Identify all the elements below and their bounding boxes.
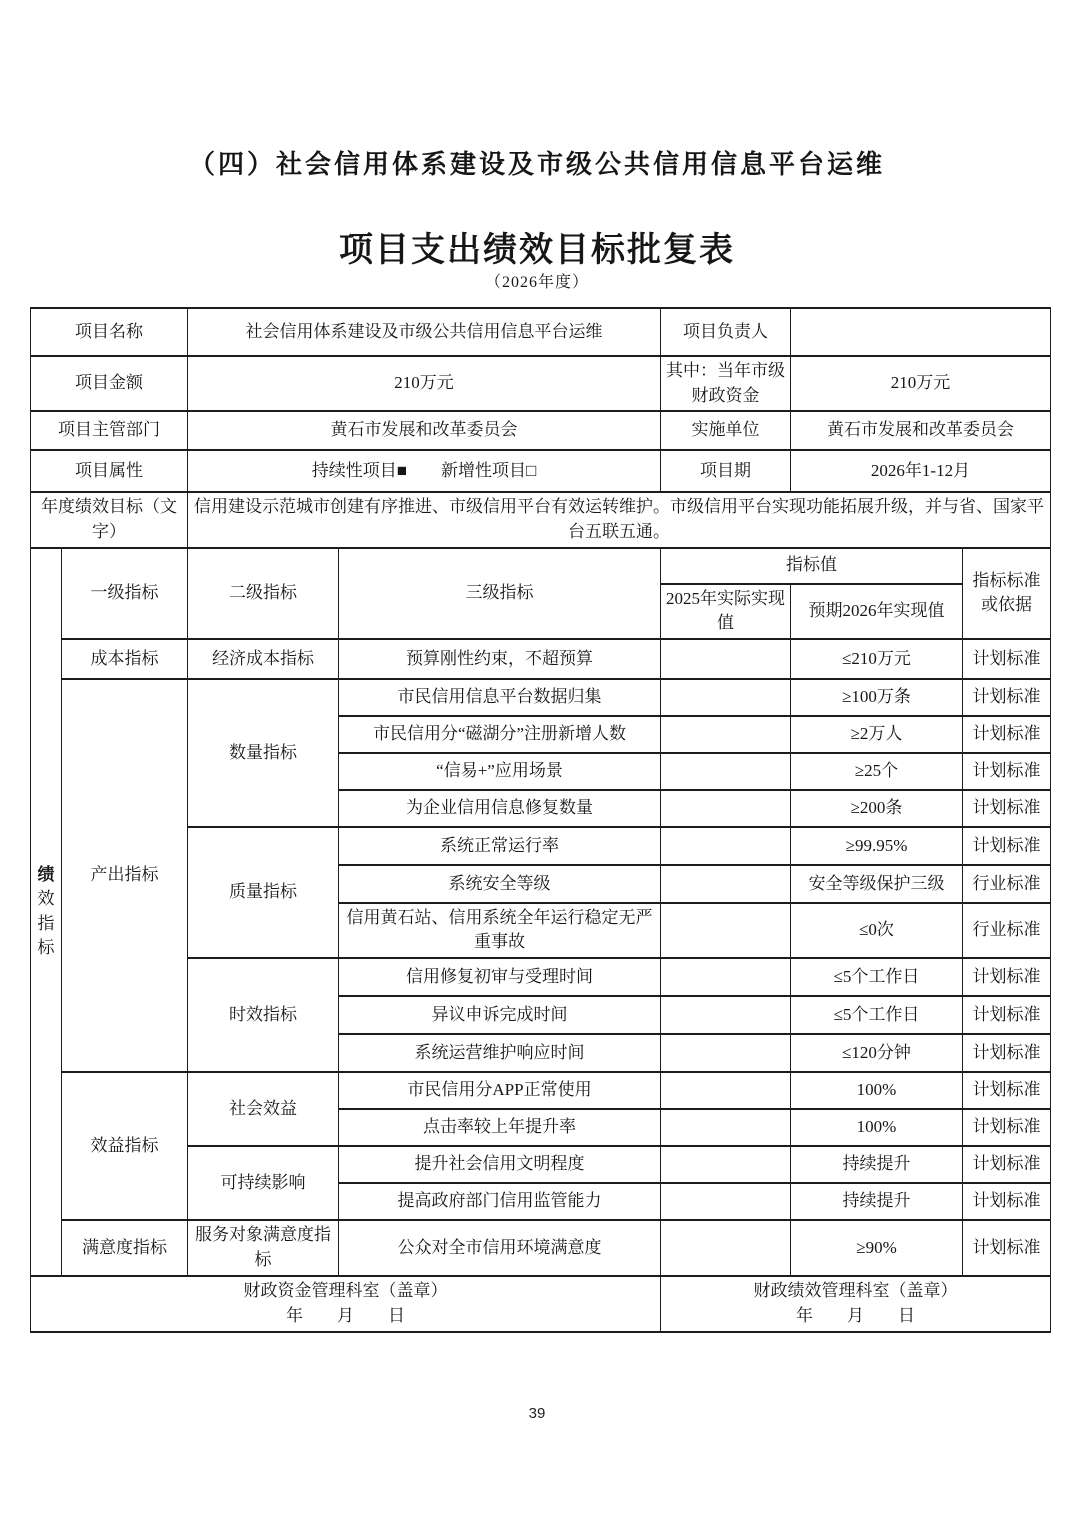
standard: 计划标准 (963, 827, 1051, 865)
section-heading: （四）社会信用体系建设及市级公共信用信息平台运维 (188, 150, 885, 179)
value-2026: ≥90% (791, 1220, 963, 1276)
value-2025 (661, 903, 791, 958)
value-2025 (661, 716, 791, 753)
indicator-name: 点击率较上年提升率 (339, 1109, 661, 1146)
header-level1: 一级指标 (62, 548, 188, 639)
project-leader-label: 项目负责人 (661, 308, 791, 356)
value-2026: 100% (791, 1072, 963, 1109)
value-2025 (661, 996, 791, 1034)
page-subtitle: （2026年度） (484, 274, 589, 291)
performance-target-table (30, 307, 1051, 1333)
header-indicator-value-group: 指标值 (661, 548, 963, 584)
table-row (31, 679, 1051, 716)
table-row (31, 1072, 1051, 1109)
standard: 计划标准 (963, 1034, 1051, 1072)
value-2026: ≤120分钟 (791, 1034, 963, 1072)
project-attribute-label: 项目属性 (31, 450, 188, 492)
side-label-performance-indicators (31, 548, 62, 1277)
stamp-cell-fund-management (31, 1276, 661, 1332)
level1-satisfaction: 满意度指标 (62, 1220, 188, 1276)
stamp-title-right: 财政绩效管理科室（盖章） (753, 1281, 958, 1301)
indicator-name: 市民信用分APP正常使用 (339, 1072, 661, 1109)
annual-goal-label: 年度绩效目标（文字） (31, 492, 188, 547)
standard: 计划标准 (963, 958, 1051, 996)
value-2026: ≤5个工作日 (791, 958, 963, 996)
value-2026: ≥25个 (791, 753, 963, 790)
header-level2: 二级指标 (188, 548, 339, 639)
header-level3: 三级指标 (339, 548, 661, 639)
standard: 计划标准 (963, 679, 1051, 716)
side-label-first-char: 绩 (37, 864, 55, 884)
header-2025-actual: 2025年实际实现值 (661, 584, 791, 639)
city-funds-value: 210万元 (791, 356, 1051, 411)
value-2026: 100% (791, 1109, 963, 1146)
project-attribute-value: 持续性项目■ 新增性项目□ (188, 450, 661, 492)
indicator-name: 预算刚性约束，不超预算 (339, 639, 661, 679)
value-2025 (661, 958, 791, 996)
indicator-name: 信用修复初审与受理时间 (339, 958, 661, 996)
stamp-date-left: 年 月 日 (286, 1306, 405, 1326)
value-2026: ≤0次 (791, 903, 963, 958)
city-funds-label: 其中：当年市级财政资金 (661, 356, 791, 411)
value-2025 (661, 679, 791, 716)
table-row (31, 1220, 1051, 1276)
value-2026: ≥2万人 (791, 716, 963, 753)
value-2026: 持续提升 (791, 1146, 963, 1183)
value-2025 (661, 865, 791, 903)
page-title: 项目支出绩效目标批复表 (339, 232, 735, 269)
standard: 行业标准 (963, 865, 1051, 903)
implement-unit-label: 实施单位 (661, 411, 791, 450)
value-2025 (661, 1220, 791, 1276)
indicator-name: “信易+”应用场景 (339, 753, 661, 790)
annual-goal-text: 信用建设示范城市创建有序推进、市级信用平台有效运转维护。市级信用平台实现功能拓展升级，并与省、国家平台五联五通。 (188, 492, 1051, 547)
level2-service-satisfaction: 服务对象满意度指标 (188, 1220, 339, 1276)
level2-economic-cost: 经济成本指标 (188, 639, 339, 679)
project-amount-label: 项目金额 (31, 356, 188, 411)
indicator-name: 异议申诉完成时间 (339, 996, 661, 1034)
standard: 计划标准 (963, 1183, 1051, 1220)
value-2025 (661, 753, 791, 790)
table-row (31, 1276, 1051, 1332)
value-2025 (661, 1146, 791, 1183)
value-2025 (661, 1072, 791, 1109)
level2-quantity: 数量指标 (188, 679, 339, 827)
competent-dept-value: 黄石市发展和改革委员会 (188, 411, 661, 450)
standard: 计划标准 (963, 996, 1051, 1034)
value-2025 (661, 827, 791, 865)
table-row (31, 492, 1051, 547)
implement-unit-value: 黄石市发展和改革委员会 (791, 411, 1051, 450)
indicator-name: 市民信用分“磁湖分”注册新增人数 (339, 716, 661, 753)
header-2026-expected: 预期2026年实现值 (791, 584, 963, 639)
stamp-cell-performance-management (661, 1276, 1051, 1332)
indicator-name: 信用黄石站、信用系统全年运行稳定无严重事故 (339, 903, 661, 958)
level1-cost: 成本指标 (62, 639, 188, 679)
project-name-value: 社会信用体系建设及市级公共信用信息平台运维 (188, 308, 661, 356)
project-period-label: 项目期 (661, 450, 791, 492)
standard: 行业标准 (963, 903, 1051, 958)
project-name-label: 项目名称 (31, 308, 188, 356)
indicator-name: 系统正常运行率 (339, 827, 661, 865)
table-row (31, 639, 1051, 679)
value-2025 (661, 790, 791, 827)
level2-social-benefit: 社会效益 (188, 1072, 339, 1146)
indicator-name: 市民信用信息平台数据归集 (339, 679, 661, 716)
indicator-name: 为企业信用信息修复数量 (339, 790, 661, 827)
project-leader-value (791, 308, 1051, 356)
standard: 计划标准 (963, 753, 1051, 790)
value-2026: ≤210万元 (791, 639, 963, 679)
value-2026: ≥100万条 (791, 679, 963, 716)
indicator-name: 系统安全等级 (339, 865, 661, 903)
competent-dept-label: 项目主管部门 (31, 411, 188, 450)
standard: 计划标准 (963, 639, 1051, 679)
value-2026: ≤5个工作日 (791, 996, 963, 1034)
level2-timeliness: 时效指标 (188, 958, 339, 1072)
table-row (31, 356, 1051, 411)
value-2026: 安全等级保护三级 (791, 865, 963, 903)
page-number: 39 (528, 1405, 546, 1422)
standard: 计划标准 (963, 1072, 1051, 1109)
level2-quality: 质量指标 (188, 827, 339, 958)
table-row (31, 548, 1051, 584)
standard: 计划标准 (963, 1109, 1051, 1146)
level1-output: 产出指标 (62, 679, 188, 1072)
standard: 计划标准 (963, 1220, 1051, 1276)
side-label-rest: 效指标 (37, 889, 55, 958)
standard: 计划标准 (963, 1146, 1051, 1183)
table-row (31, 450, 1051, 492)
indicator-name: 公众对全市信用环境满意度 (339, 1220, 661, 1276)
standard: 计划标准 (963, 716, 1051, 753)
value-2026: 持续提升 (791, 1183, 963, 1220)
level1-benefit: 效益指标 (62, 1072, 188, 1220)
project-amount-value: 210万元 (188, 356, 661, 411)
value-2025 (661, 1109, 791, 1146)
table-row (31, 308, 1051, 356)
stamp-title-left: 财政资金管理科室（盖章） (243, 1281, 448, 1301)
stamp-date-right: 年 月 日 (796, 1306, 915, 1326)
indicator-name: 提升社会信用文明程度 (339, 1146, 661, 1183)
level2-sustainable-impact: 可持续影响 (188, 1146, 339, 1220)
table-row (31, 411, 1051, 450)
header-standard: 指标标准或依据 (963, 548, 1051, 639)
value-2026: ≥200条 (791, 790, 963, 827)
standard: 计划标准 (963, 790, 1051, 827)
indicator-name: 提高政府部门信用监管能力 (339, 1183, 661, 1220)
value-2025 (661, 1183, 791, 1220)
value-2025 (661, 639, 791, 679)
project-period-value: 2026年1-12月 (791, 450, 1051, 492)
value-2026: ≥99.95% (791, 827, 963, 865)
value-2025 (661, 1034, 791, 1072)
indicator-name: 系统运营维护响应时间 (339, 1034, 661, 1072)
